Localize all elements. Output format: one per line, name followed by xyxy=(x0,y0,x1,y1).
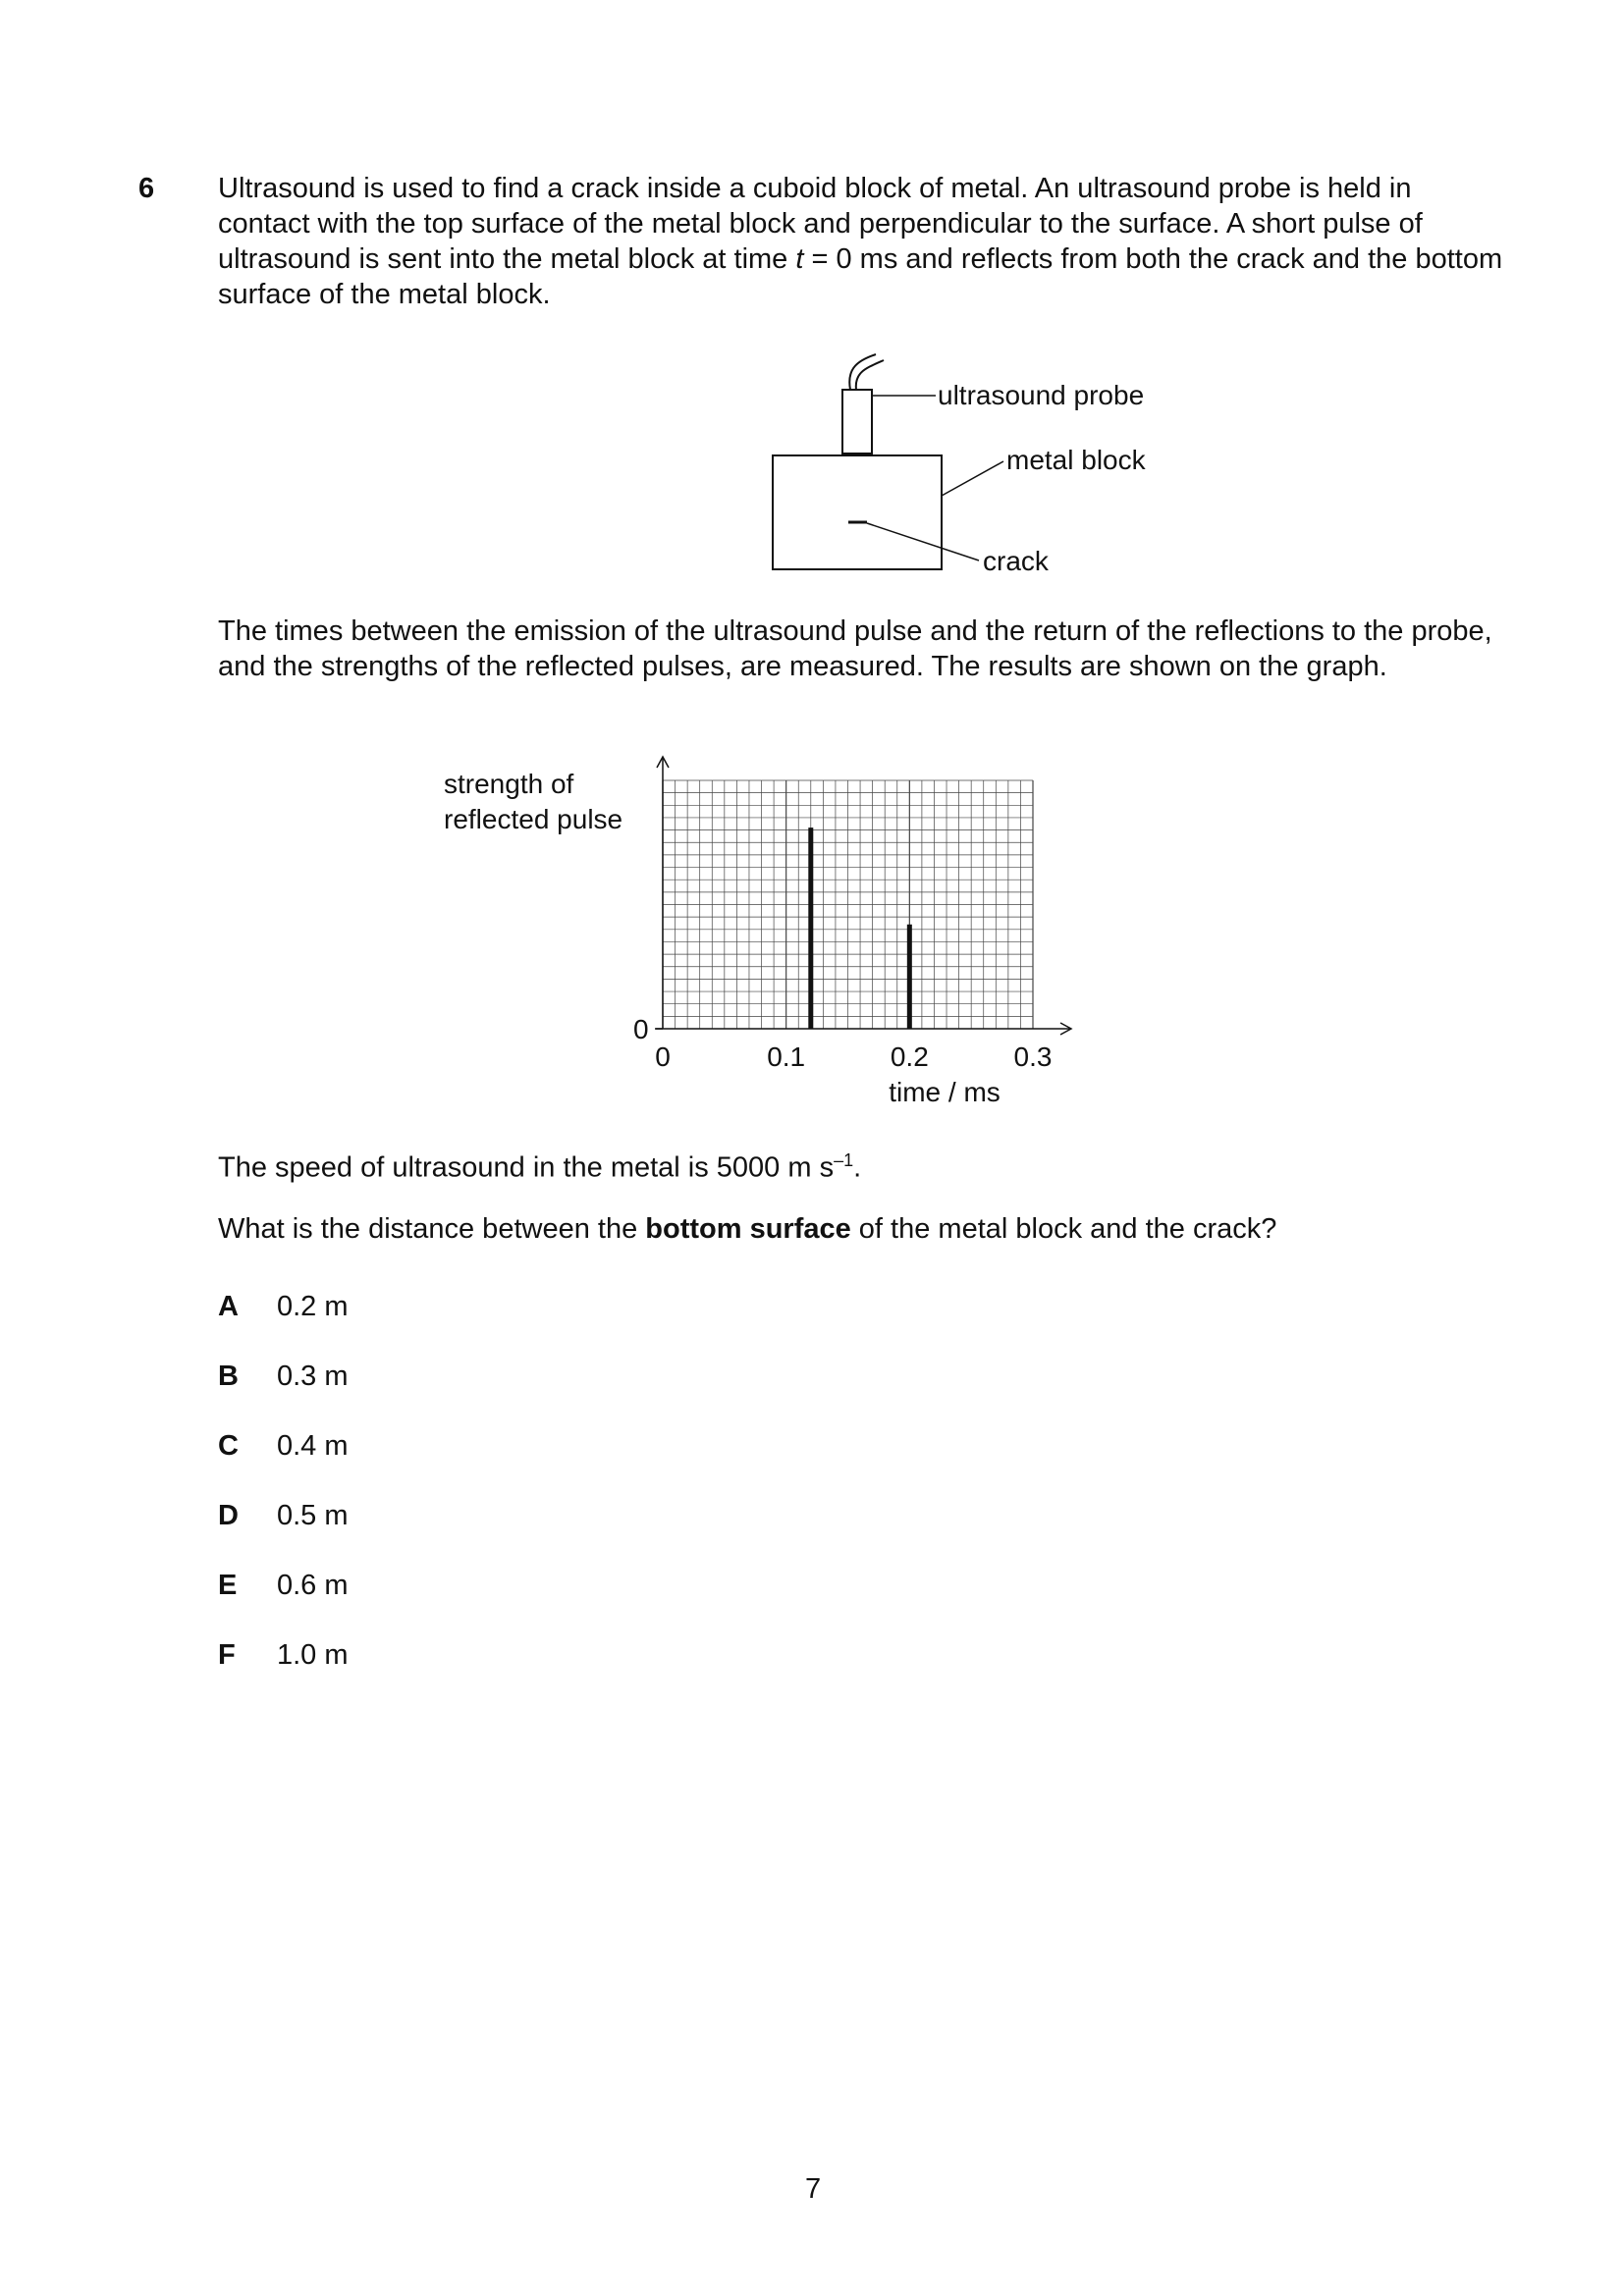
option-letter: D xyxy=(218,1500,239,1531)
x-tick-label: 0.1 xyxy=(767,1041,806,1072)
option-value: 0.2 m xyxy=(277,1291,349,1322)
block-leader xyxy=(942,461,1003,496)
prompt-bold: bottom surface xyxy=(645,1213,851,1245)
option-value: 1.0 m xyxy=(277,1639,349,1671)
option-letter: C xyxy=(218,1430,239,1462)
option-value: 0.4 m xyxy=(277,1430,349,1462)
question-number: 6 xyxy=(138,173,155,204)
x-tick-labels xyxy=(655,1041,1052,1072)
speed-exponent: –1 xyxy=(834,1150,854,1170)
page-number: 7 xyxy=(805,2173,822,2205)
prompt-end: of the metal block and the crack? xyxy=(850,1213,1277,1245)
option-letter: F xyxy=(218,1639,236,1671)
prompt-start: What is the distance between the xyxy=(218,1213,646,1245)
graph-axes xyxy=(655,757,1071,1035)
pulse-graph xyxy=(432,746,1080,1119)
speed-text: The speed of ultrasound in the metal is 5000 m s xyxy=(218,1151,835,1184)
option-letter: B xyxy=(218,1361,239,1392)
option-value: 0.6 m xyxy=(277,1570,349,1601)
graph-grid xyxy=(663,780,1033,1029)
intro-text-end: = 0 ms and reflects from both the crack and the bottom surface of the metal block. xyxy=(218,243,1503,310)
option-letter: E xyxy=(218,1570,238,1601)
x-tick-label: 0.2 xyxy=(890,1041,929,1072)
y-label-line2: reflected pulse xyxy=(444,804,623,834)
probe-cable-2 xyxy=(856,360,884,390)
question-intro xyxy=(218,171,1504,312)
speed-statement xyxy=(218,1143,1504,1186)
times-paragraph: The times between the emission of the ultrasound pulse and the return of the reflections to the probe, and the strengths of the reflected pulses, are measured. The results are shown on the graph. xyxy=(218,615,1492,682)
option-value: 0.3 m xyxy=(277,1361,349,1392)
option-letter: A xyxy=(218,1291,239,1322)
probe-label: ultrasound probe xyxy=(938,380,1145,410)
intro-text: Ultrasound is used to find a crack inside a cuboid block of metal. An ultrasound probe is held in contact with the top surface of the metal block and perpendicular to the surface. A short pulse of ultrasound is sent into the metal block at time xyxy=(218,173,1423,275)
x-tick-label: 0 xyxy=(655,1041,671,1072)
time-variable: t xyxy=(795,243,804,275)
x-tick-label: 0.3 xyxy=(1013,1041,1053,1072)
y-label-line1: strength of xyxy=(444,769,574,799)
x-axis-label: time / ms xyxy=(889,1077,1001,1107)
metal-block xyxy=(773,455,942,569)
question-prompt xyxy=(218,1211,1504,1247)
ultrasound-probe xyxy=(842,390,872,454)
option-value: 0.5 m xyxy=(277,1500,349,1531)
speed-text-end: . xyxy=(853,1151,862,1184)
y-tick-0: 0 xyxy=(633,1014,649,1044)
crack-label: crack xyxy=(983,546,1049,576)
block-label: metal block xyxy=(1006,445,1146,475)
apparatus-diagram xyxy=(746,339,1188,584)
